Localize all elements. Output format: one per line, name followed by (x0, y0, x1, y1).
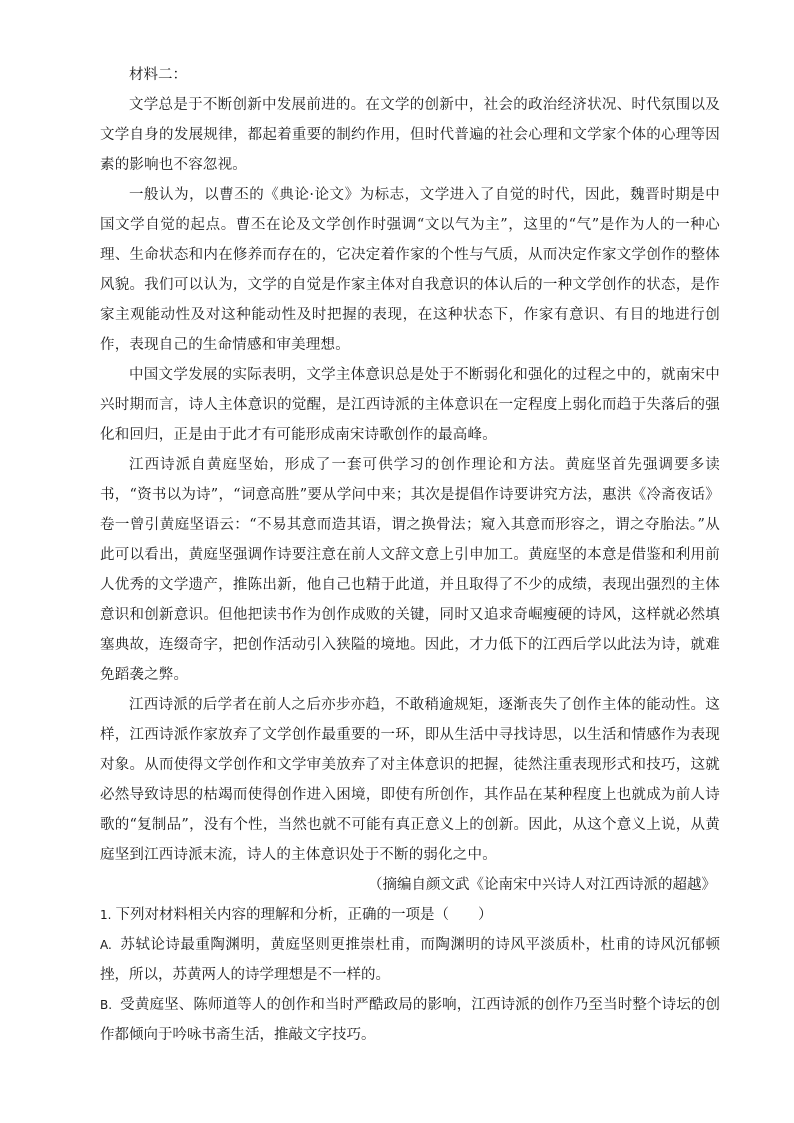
option-a-text: 苏轼论诗最重陶渊明，黄庭坚则更推崇杜甫，而陶渊明的诗风平淡质朴，杜甫的诗风沉郁顿挫，所以，苏黄两人的诗学理想是不一样的。 (100, 937, 720, 983)
option-a (100, 930, 720, 990)
question-text: 下列对材料相关内容的理解和分析，正确的一项是（ ） (115, 907, 493, 923)
question-number: 1. (100, 908, 112, 922)
paragraph-3: 中国文学发展的实际表明，文学主体意识总是处于不断弱化和强化的过程之中的，就南宋中兴时期而言，诗人主体意识的觉醒，是江西诗派的主体意识在一定程度上弱化而趋于失落后的强化和回归，正是由于此才有可能形成南宋诗歌创作的最高峰。 (100, 367, 720, 443)
material-heading: 材料二： (129, 67, 187, 83)
document-page (100, 60, 720, 1050)
source-citation: （摘编自颜文武《论南宋中兴诗人对江西诗派的超越》 (368, 877, 716, 893)
option-a-label: A. (100, 938, 112, 952)
option-b-label: B. (100, 998, 113, 1012)
paragraph-5: 江西诗派的后学者在前人之后亦步亦趋，不敢稍逾规矩，逐渐丧失了创作主体的能动性。这样，江西诗派作家放弃了文学创作最重要的一环，即从生活中寻找诗思，以生活和情感作为表现对象。从而使得文学创作和文学审美放弃了对主体意识的把握，徒然注重表现形式和技巧，这就必然导致诗思的枯竭而使得创作进入困境，即使有所创作，其作品在某种程度上也就成为前人诗歌的“复制品”，没有个性，当然也就不可能有真正意义上的创新。因此，从这个意义上说，从黄庭坚到江西诗派末流，诗人的主体意识处于不断的弱化之中。 (100, 697, 720, 863)
paragraph-2: 一般认为，以曹丕的《典论·论文》为标志，文学进入了自觉的时代，因此，魏晋时期是中国文学自觉的起点。曹丕在论及文学创作时强调“文以气为主”，这里的“气”是作为人的一种心理、生命状态和内在修养而存在的，它决定着作家的个性与气质，从而决定作家文学创作的整体风貌。我们可以认为，文学的自觉是作家主体对自我意识的体认后的一种文学创作的状态，是作家主观能动性及对这种能动性及时把握的表现，在这种状态下，作家有意识、有目的地进行创作，表现自己的生命情感和审美理想。 (100, 187, 720, 353)
question-1 (100, 900, 720, 930)
option-b (100, 990, 720, 1050)
paragraph-4: 江西诗派自黄庭坚始，形成了一套可供学习的创作理论和方法。黄庭坚首先强调要多读书，“资书以为诗”，“词意高胜”要从学问中来；其次是提倡作诗要讲究方法，惠洪《冷斋夜话》卷一曾引黄庭坚语云：“不易其意而造其语，谓之换骨法；窥入其意而形容之，谓之夺胎法。”从此可以看出，黄庭坚强调作诗要注意在前人文辞文意上引申加工。黄庭坚的本意是借鉴和利用前人优秀的文学遗产，推陈出新，他自己也精于此道，并且取得了不少的成绩，表现出强烈的主体意识和创新意识。但他把读书作为创作成败的关键，同时又追求奇崛瘦硬的诗风，这样就必然填塞典故，连缀奇字，把创作活动引入狭隘的境地。因此，才力低下的江西后学以此法为诗，就难免蹈袭之弊。 (100, 457, 720, 683)
option-b-text: 受黄庭坚、陈师道等人的创作和当时严酷政局的影响，江西诗派的创作乃至当时整个诗坛的创作都倾向于吟咏书斋生活，推敲文字技巧。 (100, 997, 720, 1043)
paragraph-1: 文学总是于不断创新中发展前进的。在文学的创新中，社会的政治经济状况、时代氛围以及文学自身的发展规律，都起着重要的制约作用，但时代普遍的社会心理和文学家个体的心理等因素的影响也不容忽视。 (100, 97, 720, 173)
